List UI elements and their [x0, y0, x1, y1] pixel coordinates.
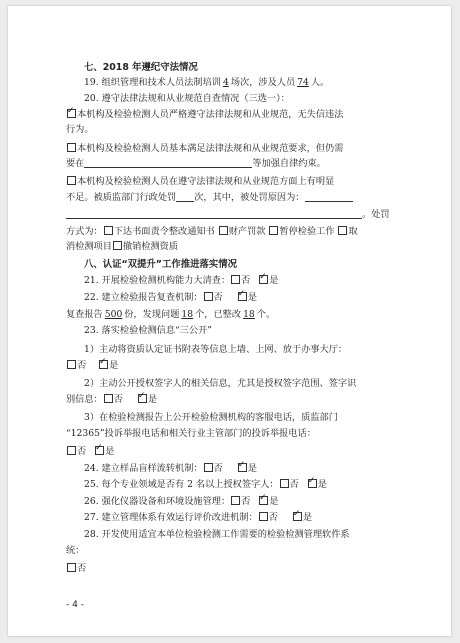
- checkbox[interactable]: [219, 226, 228, 235]
- item-27: 27. 建立管理体系有效运行评价改进机制： 否 ✓ 是: [84, 512, 312, 524]
- item-24: 24. 建立样品盲样流转机制： 否 ✓ 是: [84, 463, 257, 475]
- checkbox-checked[interactable]: [308, 479, 317, 488]
- punishment-types: 方式为： 下达书面责令整改通知书 财产罚款 暂停检验工作 取: [66, 226, 358, 237]
- checkbox-checked[interactable]: [293, 512, 302, 521]
- checkbox[interactable]: [67, 563, 76, 572]
- item-23-1-options: 否 ✓ 是: [66, 360, 118, 372]
- checkbox-checked[interactable]: [95, 446, 104, 455]
- item-28: 28. 开发使用适宜本单位检验检测工作需要的检验检测管理软件系: [84, 529, 350, 540]
- people-count: 74: [297, 77, 309, 88]
- checkbox-checked[interactable]: [259, 496, 268, 505]
- checkbox[interactable]: [231, 275, 240, 284]
- checkbox[interactable]: [67, 360, 76, 369]
- checkbox[interactable]: [67, 143, 76, 152]
- checkbox[interactable]: [269, 226, 278, 235]
- checkbox[interactable]: [231, 496, 240, 505]
- blank-field[interactable]: [305, 192, 353, 202]
- page-number: - 4 -: [66, 600, 84, 610]
- item-28-cont: 统：: [66, 545, 85, 556]
- checkbox-checked[interactable]: [138, 394, 147, 403]
- checkbox-checked[interactable]: [99, 360, 108, 369]
- item-21: 21. 开展检验检测机构能力大清查： 否 ✓ 是: [84, 275, 278, 287]
- issues-count: 18: [181, 309, 194, 320]
- item-23-3: 3）在检验检测报告上公开检验检测机构的客服电话，质监部门: [84, 412, 338, 423]
- blank-field[interactable]: [66, 209, 362, 219]
- reports-count: 500: [104, 309, 123, 320]
- item-20: 20. 遵守法律法规和从业规范自查情况（三选一）：: [84, 93, 290, 104]
- blank-field[interactable]: [84, 158, 252, 168]
- fixed-count: 18: [243, 309, 255, 320]
- item-22-stats: 复查报告 500 份，发现问题 18 个，已整改 18 个。: [66, 309, 276, 320]
- item-26: 26. 强化仪器设备和环境设施管理： 否 ✓ 是: [84, 496, 278, 508]
- checkbox[interactable]: [204, 463, 213, 472]
- checkbox[interactable]: [104, 226, 113, 235]
- checkbox[interactable]: [204, 292, 213, 301]
- item-23: 23. 落实检验检测信息“三公开”: [84, 325, 212, 336]
- checkbox[interactable]: [104, 394, 113, 403]
- item-20-option-1: ✓本机构及检验检测人员严格遵守法律法规和从业规范，无失信违法: [66, 109, 343, 121]
- punishment-types-cont: 消检测项目 撤销检测资质: [66, 241, 179, 252]
- item-20-option-3-cont: 不足。被质监部门行政处罚 次，其中，被处罚原因为：: [66, 192, 353, 204]
- checkbox-checked[interactable]: [238, 292, 247, 301]
- item-25: 25. 每个专业领域是否有 2 名以上授权签字人： 否 ✓ 是: [84, 479, 327, 491]
- item-23-3-options: 否 ✓ 是: [66, 446, 114, 458]
- item-20-option-1-cont: 行为。: [66, 124, 94, 135]
- checkbox[interactable]: [280, 479, 289, 488]
- checkbox[interactable]: [113, 241, 122, 250]
- document-page: [8, 6, 451, 636]
- item-23-2-options: 别信息： 否 ✓ 是: [66, 394, 157, 406]
- blank-field[interactable]: [176, 192, 194, 202]
- item-28-options: 否: [66, 563, 86, 575]
- item-23-3-cont: “12365”投诉举报电话和相关行业主管部门的投诉举报电话：: [66, 428, 316, 439]
- checkbox[interactable]: [259, 512, 268, 521]
- checkbox-checked[interactable]: [259, 275, 268, 284]
- checkbox-checked[interactable]: [238, 463, 247, 472]
- checkbox-checked[interactable]: [67, 109, 76, 118]
- item-23-2: 2）主动公开授权签字人的相关信息，尤其是授权签字范围、签字识: [84, 378, 357, 389]
- item-19: 19. 组织管理和技术人员法制培训 4 场次，涉及人员 74 人。: [84, 77, 330, 88]
- item-23-1: 1）主动将资质认定证书附表等信息上墙、上网、放于办事大厅：: [84, 344, 348, 355]
- item-22: 22. 建立检验报告复查机制： 否 ✓ 是: [84, 292, 257, 304]
- item-20-option-3: 本机构及检验检测人员在遵守法律法规和从业规范方面上有明显: [66, 176, 334, 188]
- section-8-title: 八、认证“双提升”工作推进落实情况: [84, 259, 237, 270]
- checkbox[interactable]: [67, 446, 76, 455]
- item-20-option-2-cont: 要在 等加强自律约束。: [66, 158, 326, 169]
- checkbox[interactable]: [338, 226, 347, 235]
- training-count: 4: [222, 77, 229, 88]
- item-20-option-2: 本机构及检验检测人员基本满足法律法规和从业规范要求，但仍需: [66, 143, 343, 155]
- checkbox[interactable]: [67, 176, 76, 185]
- section-7-title: 七、2018 年遵纪守法情况: [84, 62, 198, 73]
- item-20-option-3-reason: 。处罚: [66, 209, 390, 221]
